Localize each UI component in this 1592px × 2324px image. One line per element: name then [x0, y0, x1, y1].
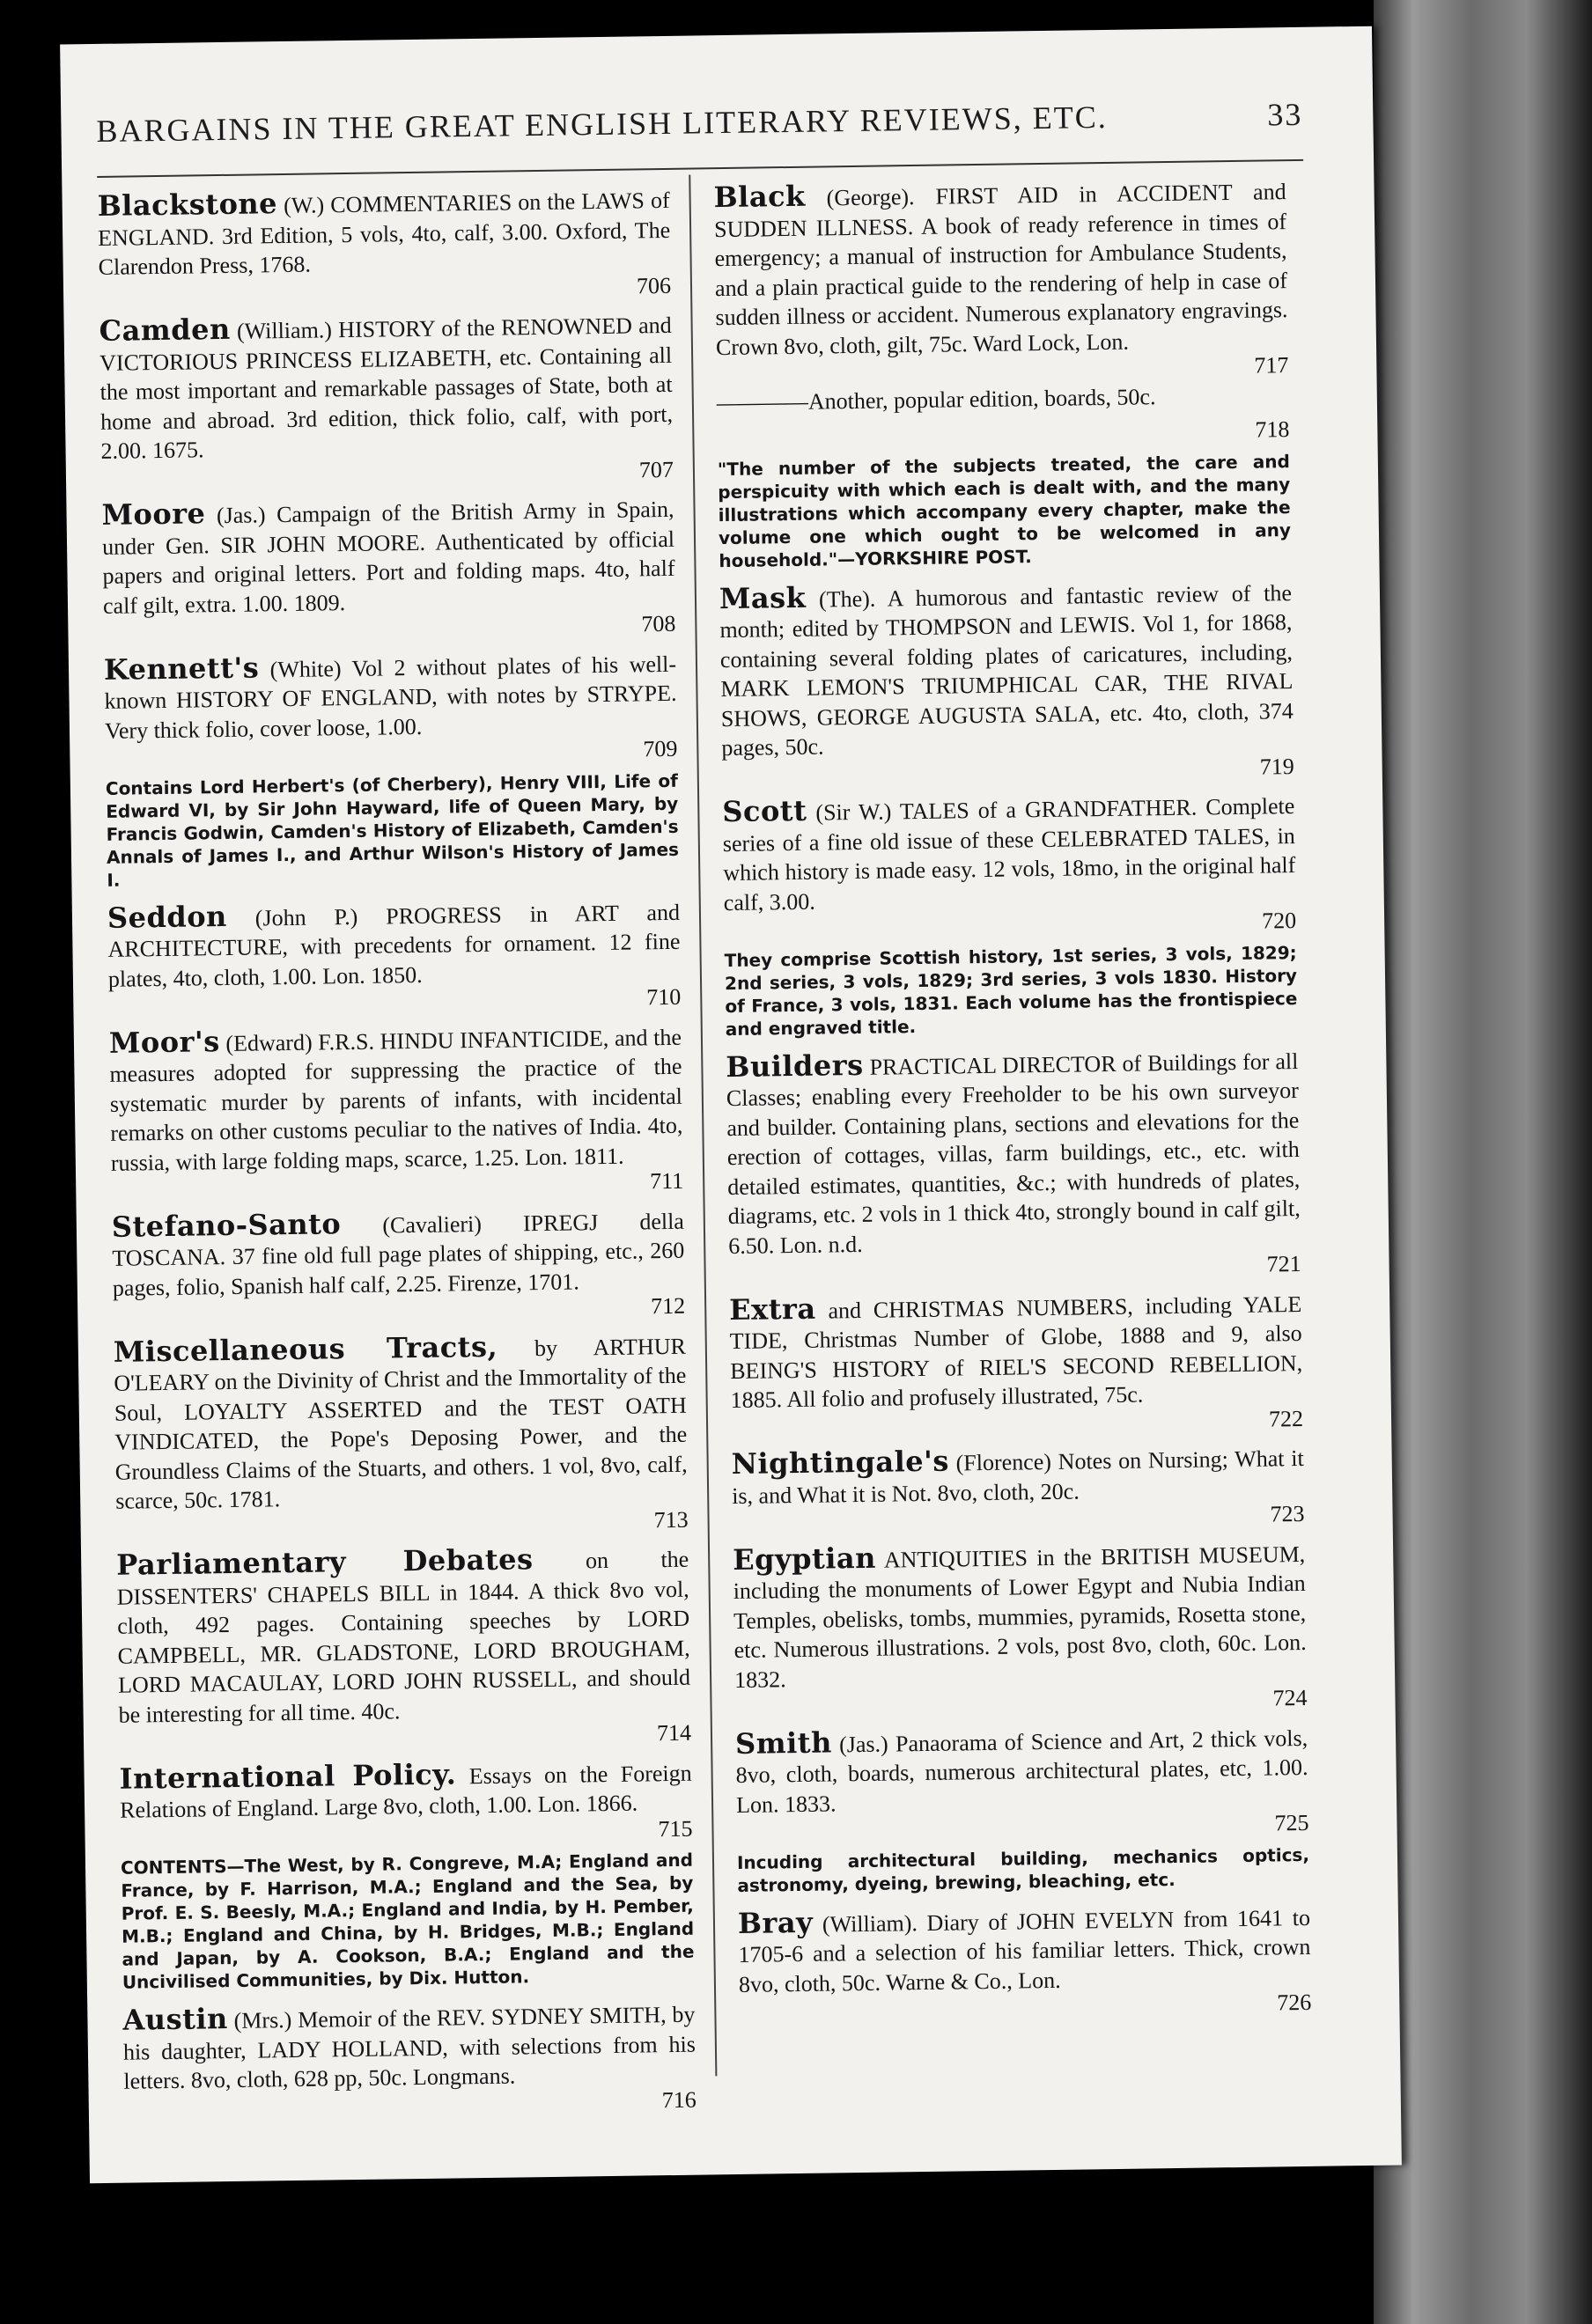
catalog-entry [97, 184, 671, 308]
item-number: 718 [1255, 416, 1290, 443]
item-number: 713 [653, 1506, 689, 1533]
catalog-entry [719, 577, 1294, 790]
entry-note: "The number of the subjects treated, the care and perspicuity with which each is dealt with, and the many illustrations which accompany every chapter, make the volume one which ought to be welcomed in any household."—YORKSHIRE POST. [717, 450, 1292, 571]
entry-body [109, 1020, 683, 1178]
entry-title: Bray [737, 1905, 814, 1940]
book-page-edge [1374, 0, 1592, 2324]
entry-body [713, 175, 1288, 362]
entry-description: (Mrs.) Memoir of the REV. SYDNEY SMITH, by his daughter, LADY HOLLAND, with selections from his letters. 8vo, cloth, 628 pp, 50c. Longmans. [122, 2001, 696, 2094]
entry-title: Miscellaneous Tracts, [113, 1329, 498, 1369]
item-number: 709 [643, 735, 678, 762]
entry-title: Moore [101, 496, 206, 532]
entry-body [738, 1901, 1311, 1999]
catalog-entry [738, 1901, 1312, 2025]
entry-body [726, 1045, 1301, 1261]
catalog-entry [735, 1721, 1310, 1896]
entry-description: (William.) HISTORY of the RENOWNED and VICTORIOUS PRINCESS ELIZABETH, etc. Containing all the most important and remarkable passages of State, both at home and abroad. 3rd edition, thick folio, calf, with port, 2.00. 1675. [99, 312, 674, 464]
item-number: 725 [1274, 1809, 1309, 1836]
right-column [713, 175, 1311, 2034]
page-header-title: BARGAINS IN THE GREAT ENGLISH LITERARY REVIEWS, ETC. [96, 99, 1108, 149]
item-number: 724 [1272, 1684, 1308, 1711]
item-number: 714 [656, 1719, 692, 1747]
catalog-entry [114, 1329, 689, 1542]
item-number: 726 [1277, 1989, 1312, 2016]
entry-description: (The). A humorous and fantastic review of the month; edited by THOMPSON and LEWIS. Vol 1, for 1868, containing several folding plates of caricatures, including, MARK LEMON'S TRIUMPHICAL CAR, THE RIVAL SHOWS, GEORGE AUGUSTA SALA, etc. 4to, cloth, 374 pages, 50c. [719, 579, 1294, 761]
entry-body [104, 647, 677, 746]
catalog-entry [119, 1756, 695, 1994]
entry-description: ANTIQUITIES in the BRITISH MUSEUM, including the monuments of Lower Egypt and Nubia Indian Temples, obelisks, tombs, mummies, pyramids, Rosetta stone, etc. Numerous illustrations. 2 vols, post 8vo, cloth, 60c. Lon. 1832. [733, 1541, 1307, 1693]
catalog-entry [733, 1537, 1308, 1720]
entry-body [116, 1543, 691, 1730]
entry-title: Egyptian [732, 1541, 877, 1577]
column-divider [689, 175, 717, 2077]
item-number: 706 [636, 272, 672, 298]
entry-description: (William). Diary of JOHN EVELYN from 1641 to 1705-6 and a selection of his familiar letters. Thick, crown 8vo, cloth, 50c. Warne & Co., Lon. [738, 1904, 1311, 1997]
item-number: 721 [1266, 1250, 1301, 1277]
entry-title: Moor's [108, 1024, 220, 1060]
catalog-entry [726, 1045, 1301, 1287]
catalog-entry [101, 493, 675, 647]
item-number: 708 [641, 610, 676, 637]
entry-description: (White) Vol 2 without plates of his well-known HISTORY OF ENGLAND, with notes by STRYPE. Very thick folio, cover loose, 1.00. [104, 651, 677, 744]
entry-description: by ARTHUR O'LEARY on the Divinity of Christ and the Immortality of the Soul, LOYALTY ASSERTED and the TEST OATH VINDICATED, the Pope's Deposing Power, and the Groundless Claims of the Stuarts, and others. 1 vol, 8vo, calf, scarce, 50c. 1781. [114, 1333, 688, 1514]
entry-body [107, 895, 681, 994]
item-number: 712 [650, 1292, 686, 1320]
item-number: 720 [1261, 908, 1297, 934]
catalog-entry [122, 1998, 696, 2122]
entry-description: (Sir W.) TALES of a GRANDFATHER. Complete series of a fine old issue of these CELEBRATED TALES, in which history is made easy. 12 vols, 18mo, in the original half calf, 3.00. [722, 793, 1296, 916]
entry-body [722, 790, 1296, 917]
page-number: 33 [1267, 96, 1303, 133]
entry-description: PRACTICAL DIRECTOR of Buildings for all Classes; enabling every Freeholder to be his own surveyor and builder. Containing plans, sections and elevations for the erection of cottages, villas, farm buildings, etc., etc. with detailed estimates, quantities, &c.; with hundreds of plates, diagrams, etc. 2 vols in 1 thick 4to, strongly bound in calf gilt, 6.50. Lon. n.d. [726, 1048, 1301, 1259]
entry-title: Stefano-Santo [111, 1206, 342, 1244]
entry-title: Black [713, 179, 806, 215]
left-column [97, 184, 696, 2131]
entry-body [733, 1537, 1307, 1695]
item-number: 722 [1268, 1405, 1304, 1432]
catalog-entry [731, 1442, 1304, 1537]
item-number: 715 [658, 1815, 693, 1842]
item-number: 711 [649, 1167, 684, 1195]
page-header [96, 96, 1303, 165]
entry-body [719, 577, 1294, 763]
entry-title: Mask [719, 580, 807, 615]
entry-description: (Jas.) Panaorama of Science and Art, 2 thick vols, 8vo, cloth, boards, numerous architectural plates, etc, 1.00. Lon. 1833. [735, 1725, 1308, 1818]
entry-body [119, 1756, 692, 1825]
entry-title: Smith [734, 1725, 833, 1761]
entry-title: Builders [726, 1048, 864, 1084]
catalog-entry [112, 1204, 686, 1328]
catalog-entry [722, 790, 1298, 1041]
entry-description: (John P.) PROGRESS in ART and ARCHITECTURE, with precedents for ornament. 12 fine plates, 4to, cloth, 1.00. Lon. 1850. [107, 899, 681, 992]
item-number: 716 [661, 2086, 696, 2113]
entry-body [112, 1204, 685, 1303]
catalog-entry [116, 1543, 691, 1756]
catalog-entry [107, 895, 682, 1019]
entry-body [735, 1721, 1308, 1820]
entry-note: CONTENTS—The West, by R. Congreve, M.A; England and France, by F. Harrison, M.A.; England and the Sea, by Prof. E. S. Beesly, M.A.; England and India, by H. Pember, M.B.; England and China, by H. Bridges, M.B.; England and Japan, by A. Cookson, B.A.; England and the Uncivilised Communities, by Dix. Hutton. [120, 1849, 695, 1993]
item-number: 707 [638, 456, 674, 482]
entry-description: (Jas.) Campaign of the British Army in Spain, under Gen. SIR JOHN MOORE. Authenticated by official papers and original letters. Port and folding maps. 4to, half calf gilt, extra. 1.00. 1809. [101, 496, 675, 619]
entry-description: Essays on the Foreign Relations of England. Large 8vo, cloth, 1.00. Lon. 1866. [119, 1760, 692, 1823]
entry-note: They comprise Scottish history, 1st series, 3 vols, 1829; 2nd series, 3 vols, 1829; 3rd series, 3 vols 1830. History of France, 3 vols, 1831. Each volume has the frontispiece and engraved title. [724, 941, 1298, 1040]
item-number: 717 [1254, 352, 1289, 379]
catalog-entry [104, 647, 680, 891]
entry-title: Seddon [107, 899, 228, 935]
catalog-entry [109, 1020, 684, 1203]
entry-description: (George). FIRST AID in ACCIDENT and SUDDEN ILLNESS. A book of ready reference in times of emergency; a manual of instruction for Ambulance Students, and a plain practical guide to the rendering of help in case of sudden illness or accident. Numerous explanatory engravings. Crown 8vo, cloth, gilt, 75c. Ward Lock, Lon. [713, 179, 1288, 360]
catalog-page [60, 26, 1402, 2184]
entry-body [114, 1329, 689, 1516]
alternate-edition: ————Another, popular edition, boards, 50c. [716, 383, 1156, 416]
entry-body [101, 493, 675, 621]
entry-body [99, 309, 673, 467]
entry-note: Contains Lord Herbert's (of Cherbery), Henry VIII, Life of Edward VI, by Sir John Hayward, life of Queen Mary, by Francis Godwin, Camden's History of Elizabeth, Camden's Annals of James I., and Arthur Wilson's History of James I. [105, 769, 680, 891]
entry-body [729, 1287, 1303, 1415]
entry-title: Nightingale's [731, 1444, 950, 1482]
entry-title: International Policy. [119, 1756, 457, 1796]
item-number: 710 [646, 983, 682, 1011]
entry-description: (Cavalieri) IPREGJ della TOSCANA. 37 fine old full page plates of shipping, etc., 260 pages, folio, Spanish half calf, 2.25. Firenze, 1701. [112, 1208, 685, 1301]
entry-title: Scott [722, 793, 807, 829]
catalog-entry [99, 309, 674, 492]
entry-note: Incuding architectural building, mechanics optics, astronomy, dyeing, brewing, bleaching, etc. [736, 1843, 1310, 1896]
entry-body [122, 1998, 696, 2097]
entry-title: Blackstone [97, 187, 278, 223]
item-number: 723 [1270, 1500, 1305, 1527]
entry-title: Austin [122, 2002, 229, 2037]
entry-description: (W.) COMMENTARIES on the LAWS of ENGLAND. 3rd Edition, 5 vols, 4to, calf, 3.00. Oxford, The Clarendon Press, 1768. [97, 187, 671, 280]
entry-description: (Edward) F.R.S. HINDU INFANTICIDE, and the measures adopted for suppressing the practice of the systematic murder by parents of infants, with incidental remarks on other customs peculiar to the natives of India. 4to, russia, with large folding maps, scarce, 1.25. Lon. 1811. [109, 1024, 683, 1176]
catalog-entry [713, 175, 1291, 572]
entry-description: and CHRISTMAS NUMBERS, including YALE TIDE, Christmas Number of Globe, 1888 and 9, also BEING'S HISTORY of RIEL'S SECOND REBELLION, 1885. All folio and profusely illustrated, 75c. [729, 1291, 1303, 1414]
catalog-entry [729, 1287, 1303, 1441]
entry-description: (Florence) Notes on Nursing; What it is, and What it is Not. 8vo, cloth, 20c. [731, 1445, 1304, 1509]
entry-body [97, 184, 670, 283]
entry-title: Extra [728, 1291, 816, 1327]
entry-description: on the DISSENTERS' CHAPELS BILL in 1844. A thick 8vo vol, cloth, 492 pages. Containing speeches by LORD CAMPBELL, MR. GLADSTONE, LORD BROUGHAM, LORD MACAULAY, LORD JOHN RUSSELL, and should be interesting for all time. 40c. [116, 1546, 691, 1728]
entry-title: Parliamentary Debates [115, 1542, 534, 1582]
entry-title: Kennett's [103, 650, 260, 687]
item-number: 719 [1259, 753, 1294, 780]
entry-title: Camden [99, 312, 231, 348]
